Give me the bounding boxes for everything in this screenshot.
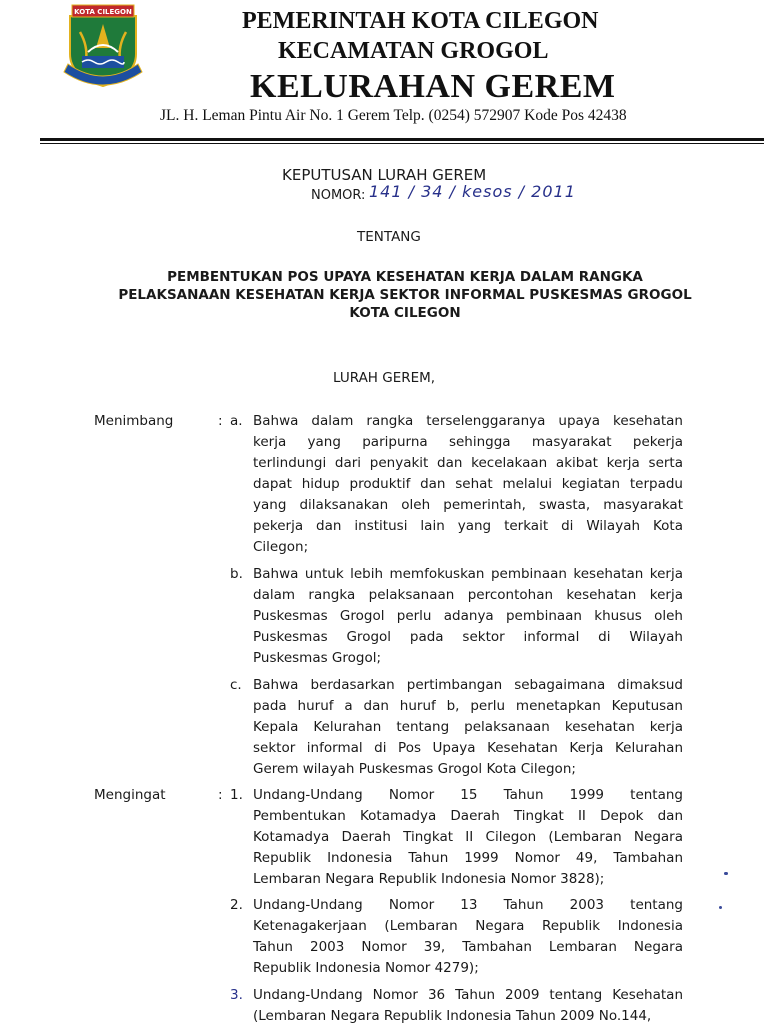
letterhead-rule-thick	[40, 138, 764, 141]
item-line: Undang-Undang Nomor 36 Tahun 2009 tentang Kesehatan	[253, 987, 683, 1003]
decree-number-label: NOMOR:	[311, 188, 366, 203]
city-seal-logo	[58, 2, 148, 98]
menimbang-item-a	[253, 411, 683, 558]
letterhead-village: KELURAHAN GEREM	[250, 68, 616, 105]
item-line: Bahwa berdasarkan pertimbangan sebagaimana dimaksud	[253, 677, 683, 693]
item-line: Bahwa untuk lebih memfokuskan pembinaan kesehatan kerja	[253, 566, 683, 582]
item-line: dapat hidup produktif dan sehat melalui kegiatan terpadu	[253, 476, 683, 492]
item-line: kerja yang paripurna sehingga masyarakat pekerja	[253, 434, 683, 450]
item-line: yang dilaksanakan oleh pemerintah, swasta, masyarakat	[253, 497, 683, 513]
decree-subject: PEMBENTUKAN POS UPAYA KESEHATAN KERJA DALAM RANGKA PELAKSANAAN KESEHATAN KERJA SEKTOR INFORMAL PUSKESMAS GROGOL KOTA CILEGON	[118, 269, 692, 321]
mengingat-item-2	[253, 895, 683, 979]
item-line: Kepala Kelurahan tentang pelaksanaan kesehatan kerja	[253, 719, 683, 735]
mengingat-item-1	[253, 785, 683, 890]
letterhead-government: PEMERINTAH KOTA CILEGON	[242, 8, 599, 34]
item-marker: b.	[230, 566, 243, 582]
menimbang-item-b	[253, 564, 683, 669]
item-marker: 2.	[230, 897, 243, 913]
scan-speck	[719, 906, 722, 909]
item-marker: 1.	[230, 787, 243, 803]
item-line: Tahun 2003 Nomor 39, Tambahan Lembaran Negara	[253, 939, 683, 955]
item-line: terlindungi dari penyakit dan kecelakaan akibat kerja serta	[253, 455, 683, 471]
section-colon: :	[218, 413, 223, 429]
item-line: Ketenagakerjaan (Lembaran Negara Republik Indonesia	[253, 918, 683, 934]
item-marker: c.	[230, 677, 242, 693]
item-marker: 3.	[230, 987, 243, 1003]
section-label-mengingat: Mengingat	[94, 787, 166, 803]
seal-text: KOTA CILEGON	[74, 8, 132, 16]
letterhead-district: KECAMATAN GROGOL	[278, 38, 549, 64]
item-line: Cilegon;	[253, 539, 309, 555]
item-line: dalam rangka pelaksanaan percontohan kesehatan kerja	[253, 587, 683, 603]
item-line: Republik Indonesia Tahun 1999 Nomor 49, Tambahan	[253, 850, 683, 866]
decree-issuer: LURAH GEREM,	[333, 370, 436, 386]
decree-title: KEPUTUSAN LURAH GEREM	[282, 166, 487, 184]
item-line: Republik Indonesia Nomor 4279);	[253, 960, 479, 976]
item-line: pada huruf a dan huruf b, perlu menetapkan Keputusan	[253, 698, 683, 714]
section-colon: :	[218, 787, 223, 803]
item-line: sektor informal di Pos Upaya Kesehatan Kerja Kelurahan	[253, 740, 683, 756]
decree-tentang: TENTANG	[357, 229, 421, 245]
section-label-menimbang: Menimbang	[94, 413, 174, 429]
decree-number-handwritten: 141 / 34 / kesos / 2011	[369, 182, 576, 201]
item-line: Puskesmas Grogol perlu adanya pembinaan khusus oleh	[253, 608, 683, 624]
item-line: Gerem wilayah Puskesmas Grogol Kota Cilegon;	[253, 761, 576, 777]
item-line: Kotamadya Daerah Tingkat II Cilegon (Lembaran Negara	[253, 829, 683, 845]
scan-speck	[724, 872, 728, 875]
letterhead-address: JL. H. Leman Pintu Air No. 1 Gerem Telp. (0254) 572907 Kode Pos 42438	[160, 107, 627, 124]
item-line: (Lembaran Negara Republik Indonesia Tahun 2009 No.144,	[253, 1008, 652, 1024]
item-line: Puskesmas Grogol;	[253, 650, 382, 666]
item-line: Pembentukan Kotamadya Daerah Tingkat II Depok dan	[253, 808, 683, 824]
item-line: Undang-Undang Nomor 13 Tahun 2003 tentang	[253, 897, 683, 913]
item-line: Undang-Undang Nomor 15 Tahun 1999 tentang	[253, 787, 683, 803]
item-line: Lembaran Negara Republik Indonesia Nomor 3828);	[253, 871, 605, 887]
item-line: Bahwa dalam rangka terselenggaranya upaya kesehatan	[253, 413, 683, 429]
item-line: pekerja dan institusi lain yang terkait di Wilayah Kota	[253, 518, 683, 534]
item-line: Puskesmas Grogol pada sektor informal di Wilayah	[253, 629, 683, 645]
mengingat-item-3	[253, 985, 683, 1027]
item-marker: a.	[230, 413, 243, 429]
letterhead-rule-thin	[40, 143, 764, 144]
menimbang-item-c	[253, 675, 683, 780]
